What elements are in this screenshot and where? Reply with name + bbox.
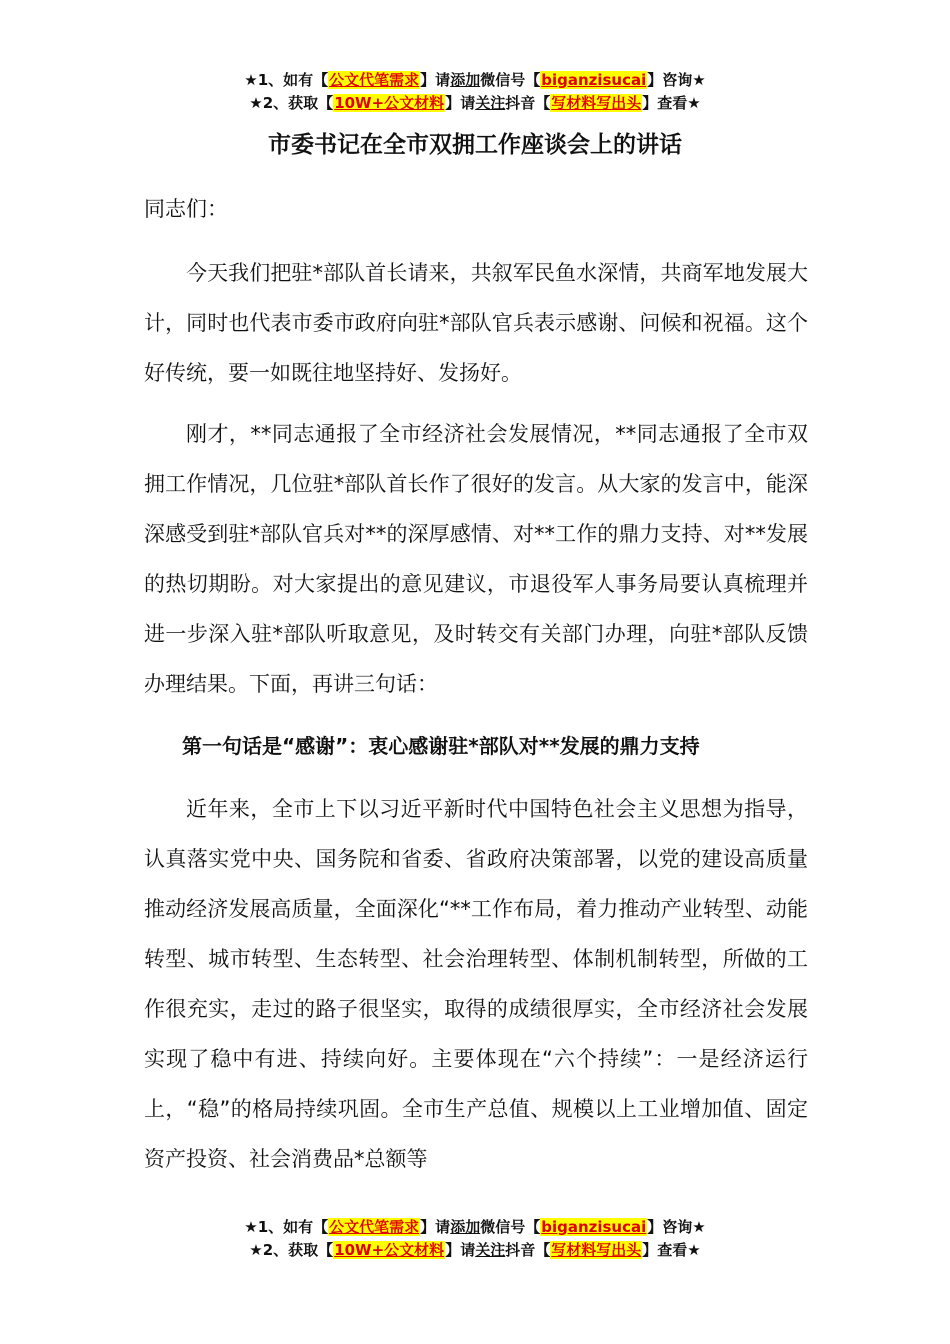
highlight-wechat-id: biganzisucai	[541, 71, 647, 89]
promo-banner-top	[0, 69, 950, 115]
highlight-materials: 10W+公文材料	[334, 1241, 445, 1259]
highlight-wechat-id: biganzisucai	[541, 1218, 647, 1236]
paragraph-1: 今天我们把驻*部队首长请来，共叙军民鱼水深情，共商军地发展大计，同时也代表市委市政府向驻*部队官兵表示感谢、问候和祝福。这个好传统，要一如既往地坚持好、发扬好。	[144, 261, 808, 385]
promo-line-1: ★1、如有【公文代笔需求】请添加微信号【biganzisucai】咨询★	[244, 71, 706, 89]
highlight-douyin-account: 写材料写出头	[551, 1241, 642, 1259]
promo-line-1: ★1、如有【公文代笔需求】请添加微信号【biganzisucai】咨询★	[244, 1218, 706, 1236]
document-title: 市委书记在全市双拥工作座谈会上的讲话	[268, 132, 682, 158]
section-heading-1: 第一句话是“感谢”：衷心感谢驻*部队对**发展的鼎力支持	[182, 734, 700, 758]
promo-line-2: ★2、获取【10W+公文材料】请关注抖音【写材料写出头】查看★	[249, 94, 701, 112]
highlight-douyin-account: 写材料写出头	[551, 94, 642, 112]
paragraph-2: 刚才，**同志通报了全市经济社会发展情况，**同志通报了全市双拥工作情况，几位驻*部队首长作了很好的发言。从大家的发言中，能深深感受到驻*部队官兵对**的深厚感情、对**工作的鼎力支持、对**发展的热切期盼。对大家提出的意见建议，市退役军人事务局要认真梳理并进一步深入驻*部队听取意见，及时转交有关部门办理，向驻*部队反馈办理结果。下面，再讲三句话：	[144, 422, 808, 696]
highlight-service: 公文代笔需求	[329, 1218, 420, 1236]
salutation: 同志们：	[144, 197, 228, 221]
promo-line-2: ★2、获取【10W+公文材料】请关注抖音【写材料写出头】查看★	[249, 1241, 701, 1259]
promo-banner-bottom	[0, 1216, 950, 1262]
paragraph-3: 近年来，全市上下以习近平新时代中国特色社会主义思想为指导，认真落实党中央、国务院和省委、省政府决策部署，以党的建设高质量推动经济发展高质量，全面深化“**工作布局，着力推动产业转型、动能转型、城市转型、生态转型、社会治理转型、体制机制转型，所做的工作很充实，走过的路子很坚实，取得的成绩很厚实，全市经济社会发展实现了稳中有进、持续向好。主要体现在“六个持续”：一是经济运行上，“稳”的格局持续巩固。全市生产总值、规模以上工业增加值、固定资产投资、社会消费品*总额等	[144, 797, 808, 1171]
highlight-service: 公文代笔需求	[329, 71, 420, 89]
highlight-materials: 10W+公文材料	[334, 94, 445, 112]
